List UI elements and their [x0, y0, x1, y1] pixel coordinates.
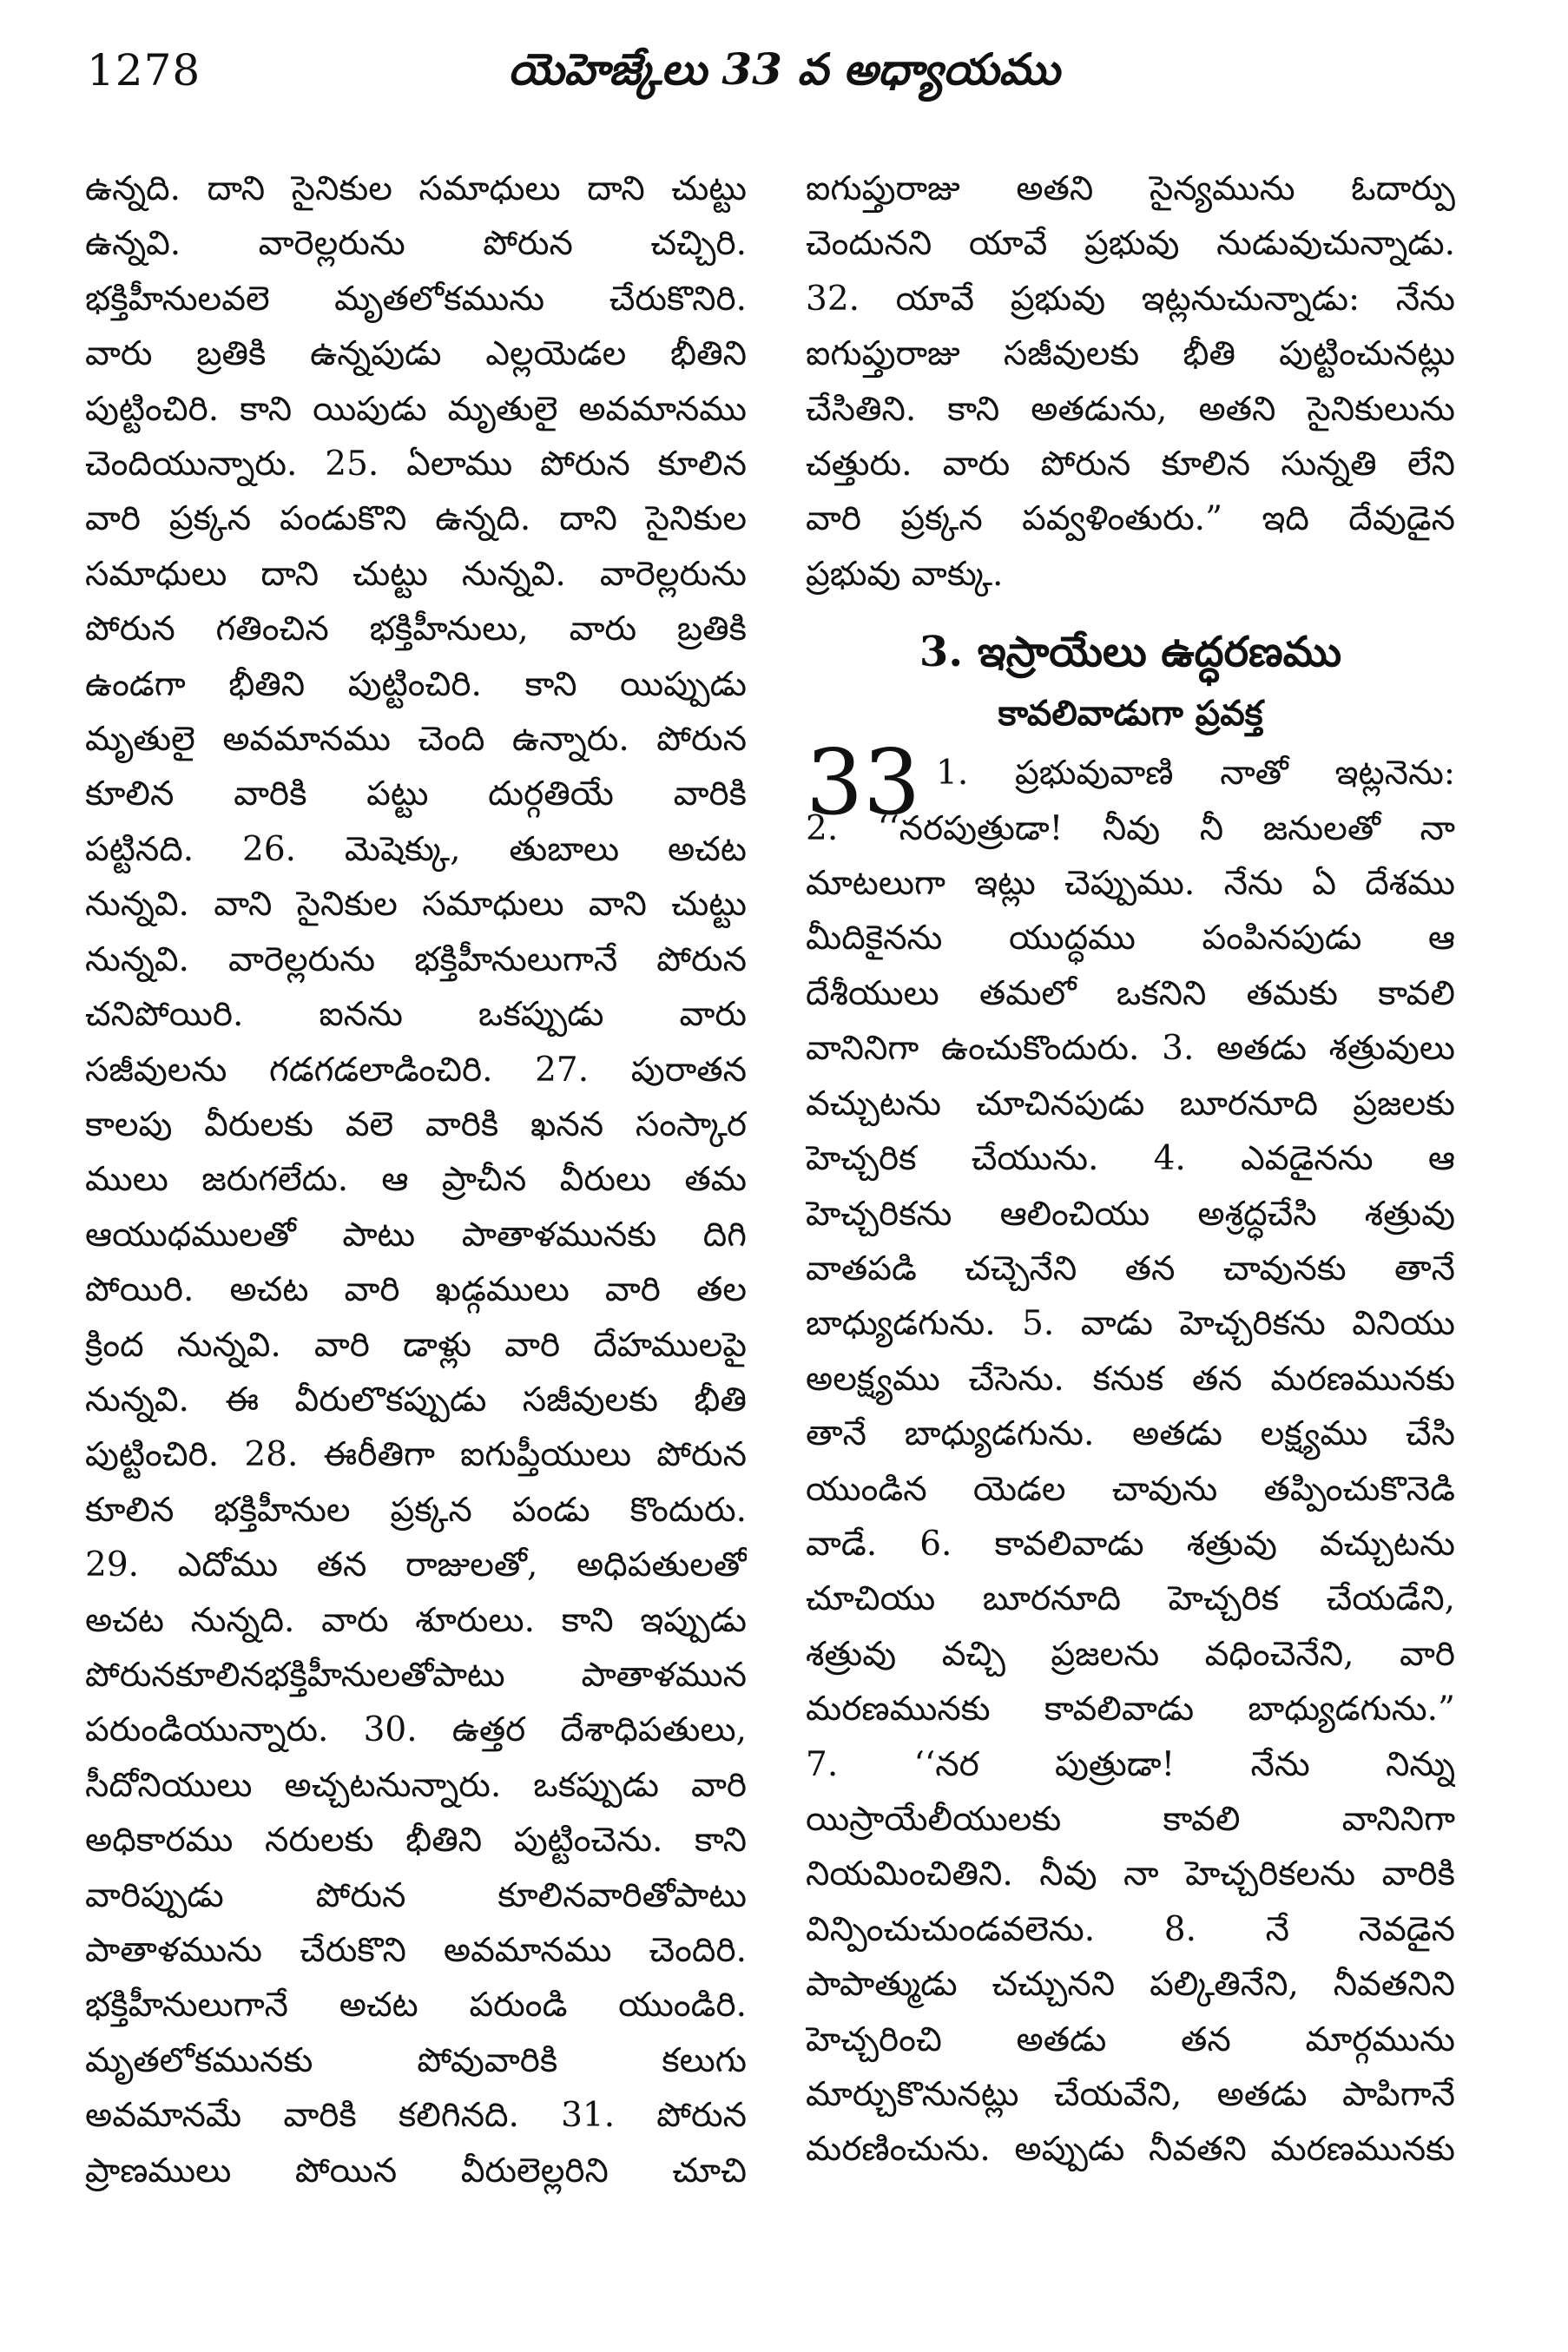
text-line: దేశీయులు తమలో ఒకనిని తమకు కావలి — [806, 973, 1455, 1013]
section-heading: 3. ఇస్రాయేలు ఉద్ధరణము — [919, 628, 1342, 677]
text-line: తానే బాధ్యుడగును. అతడు లక్ష్యము చేసి — [806, 1414, 1455, 1454]
text-line: చెందియున్నారు. 25. ఏలాము పోరున కూలిన — [85, 445, 747, 484]
text-line: హెచ్చరిక చేయును. 4. ఎవడైనను ఆ — [806, 1139, 1455, 1179]
text-line: వారిప్పుడు పోరున కూలినవారితోపాటు — [85, 1875, 747, 1915]
text-line: ఉన్నవి. వారెల్లరును పోరున చచ్చిరి. — [85, 224, 747, 264]
text-line: భక్తిహీనులుగానే అచట పరుండి యుండిరి. — [85, 1986, 747, 2026]
page-number: 1278 — [87, 45, 201, 96]
text-line: అచట నున్నది. వారు శూరులు. కాని ఇప్పుడు — [85, 1600, 747, 1640]
left-column — [85, 161, 747, 2198]
text-line: అధికారము నరులకు భీతిని పుట్టించెను. కాని — [85, 1821, 747, 1861]
text-line: పోరున గతించిన భక్తిహీనులు, వారు బ్రతికి — [85, 609, 747, 649]
text-line: వారి ప్రక్కన పవ్వళింతురు.” ఇది దేవుడైన — [806, 499, 1455, 539]
text-line: మృతలోకమునకు పోవువారికి కలుగు — [85, 2040, 747, 2080]
text-line: ఐగుప్తురాజు అతని సైన్యమును ఓదార్పు — [806, 169, 1455, 208]
text-line: హెచ్చరించి అతడు తన మార్గమును — [806, 2019, 1455, 2059]
text-line: పాపాత్ముడు చచ్చునని పల్కితినేని, నీవతనిని — [806, 1965, 1455, 2005]
text-line: ఆయుధములతో పాటు పాతాళమునకు దిగి — [85, 1215, 747, 1255]
text-line: 2. ‘‘నరపుత్రుడా! నీవు నీ జనులతో నా — [806, 808, 1455, 848]
text-line: 29. ఎదోము తన రాజులతో, అధిపతులతో — [85, 1545, 747, 1585]
text-line: సజీవులను గడగడలాడించిరి. 27. పురాతన — [85, 1050, 747, 1090]
text-line: నున్నవి. వారెల్లరును భక్తిహీనులుగానే పోరున — [85, 939, 747, 979]
text-line: నున్నవి. వాని సైనికుల సమాధులు వాని చుట్టు — [85, 885, 747, 925]
chapter-block — [806, 729, 1455, 2177]
text-line: ప్రభువు వాక్కు. — [806, 554, 1004, 594]
text-line: సమాధులు దాని చుట్టు నున్నవి. వారెల్లరును — [85, 554, 747, 594]
text-line: 7. ‘‘నర పుత్రుడా! నేను నిన్ను — [806, 1744, 1455, 1784]
text-line: చెందునని యావే ప్రభువు నుడువుచున్నాడు. — [806, 224, 1455, 264]
text-line: మాటలుగా ఇట్లు చెప్పుము. నేను ఏ దేశము — [806, 864, 1455, 904]
text-line: వానినిగా ఉంచుకొందురు. 3. అతడు శత్రువులు — [806, 1029, 1455, 1069]
text-line: బాధ్యుడగును. 5. వాడు హెచ్చరికను వినియు — [806, 1304, 1455, 1344]
text-line: కూలిన వారికి పట్టు దుర్గతియే వారికి — [85, 774, 747, 814]
text-line: పుట్టించిరి. కాని యిపుడు మృతులై అవమానము — [85, 389, 747, 429]
text-line: చేసితిని. కాని అతడును, అతని సైనికులును — [806, 389, 1455, 429]
text-line: వచ్చుటను చూచినపుడు బూరనూది ప్రజలకు — [806, 1084, 1455, 1123]
text-line: అవమానమే వారికి కలిగినది. 31. పోరున — [85, 2096, 747, 2136]
text-line: వాతపడి చచ్చెనేని తన చావునకు తానే — [806, 1248, 1455, 1288]
text-line: ఐగుప్తురాజు సజీవులకు భీతి పుట్టించునట్లు — [806, 334, 1455, 374]
text-line: సీదోనియులు అచ్చటనున్నారు. ఒకప్పుడు వారి — [85, 1765, 747, 1805]
text-line: పట్టినది. 26. మెషెక్కు, తుబాలు అచట — [85, 829, 747, 869]
text-line: 1. ప్రభువువాణి నాతో ఇట్లనెను: — [936, 754, 1455, 794]
text-line: హెచ్చరికను ఆలించియు అశ్రద్ధచేసి శత్రువు — [806, 1194, 1455, 1234]
running-title: యెహెజ్కేలు 33 వ అధ్యాయము — [508, 43, 1060, 95]
text-line: పోరునకూలినభక్తిహీనులతోపాటు పాతాళమున — [85, 1655, 747, 1695]
text-line: ఉన్నది. దాని సైనికుల సమాధులు దాని చుట్టు — [85, 169, 747, 208]
text-line: చత్తురు. వారు పోరున కూలిన సున్నతి లేని — [806, 445, 1455, 484]
right-column — [806, 161, 1455, 2177]
text-line: ఉండగా భీతిని పుట్టించిరి. కాని యిప్పుడు — [85, 664, 747, 704]
text-line: వారు బ్రతికి ఉన్నపుడు ఎల్లయెడల భీతిని — [85, 334, 747, 374]
text-line: పోయిరి. అచట వారి ఖడ్గములు వారి తల — [85, 1270, 747, 1310]
text-line: భక్తిహీనులవలె మృతలోకమును చేరుకొనిరి. — [85, 279, 747, 319]
text-line: నియమించితిని. నీవు నా హెచ్చరికలను వారికి — [806, 1855, 1455, 1894]
text-line: 32. యావే ప్రభువు ఇట్లనుచున్నాడు: నేను — [806, 279, 1455, 319]
chapter-number: 33 — [806, 729, 921, 836]
text-line: వారి ప్రక్కన పండుకొని ఉన్నది. దాని సైనికుల — [85, 499, 747, 539]
right-column-intro — [806, 161, 1455, 602]
text-line: కూలిన భక్తిహీనుల ప్రక్కన పండు కొందురు. — [85, 1490, 747, 1530]
text-line: అలక్ష్యము చేసెను. కనుక తన మరణమునకు — [806, 1359, 1455, 1399]
text-line: విన్పించుచుండవలెను. 8. నే నెవడైన — [806, 1909, 1455, 1949]
text-line: వాడే. 6. కావలివాడు శత్రువు వచ్చుటను — [806, 1524, 1455, 1564]
text-line: శత్రువు వచ్చి ప్రజలను వధించెనేని, వారి — [806, 1634, 1455, 1674]
text-line: చూచియు బూరనూది హెచ్చరిక చేయడేని, — [806, 1579, 1455, 1619]
text-line: మీదికైనను యుద్ధము పంపినపుడు ఆ — [806, 919, 1455, 959]
text-line: మృతులై అవమానము చెంది ఉన్నారు. పోరున — [85, 720, 747, 760]
text-line: క్రింద నున్నవి. వారి డాళ్లు వారి దేహములపై — [85, 1325, 747, 1365]
section-subheading: కావలివాడుగా ప్రవక్త — [998, 693, 1263, 735]
chapter-text — [806, 746, 1455, 2177]
text-line: ప్రాణములు పోయిన వీరులెల్లరిని చూచి — [85, 2151, 747, 2191]
text-line: మార్చుకొనునట్లు చేయవేని, అతడు పాపిగానే — [806, 2075, 1455, 2114]
text-line: నున్నవి. ఈ వీరులొకప్పుడు సజీవులకు భీతి — [85, 1380, 747, 1420]
text-line: కాలపు వీరులకు వలె వారికి ఖనన సంస్కార — [85, 1104, 747, 1144]
text-line: పుట్టించిరి. 28. ఈరీతిగా ఐగుప్తీయులు పోరున — [85, 1435, 747, 1475]
text-line: యిస్రాయేలీయులకు కావలి వానినిగా — [806, 1799, 1455, 1839]
text-line: మరణించును. అప్పుడు నీవతని మరణమునకు — [806, 2130, 1455, 2170]
text-line: పరుండియున్నారు. 30. ఉత్తర దేశాధిపతులు, — [85, 1710, 747, 1750]
text-line: ములు జరుగలేదు. ఆ ప్రాచీన వీరులు తమ — [85, 1160, 747, 1200]
text-line: మరణమునకు కావలివాడు బాధ్యుడగును.” — [806, 1690, 1455, 1729]
text-line: పాతాళమును చేరుకొని అవమానము చెందిరి. — [85, 1931, 747, 1970]
text-line: చనిపోయిరి. ఐనను ఒకప్పుడు వారు — [85, 995, 747, 1035]
text-line: యుండిన యెడల చావును తప్పించుకొనెడి — [806, 1469, 1455, 1509]
